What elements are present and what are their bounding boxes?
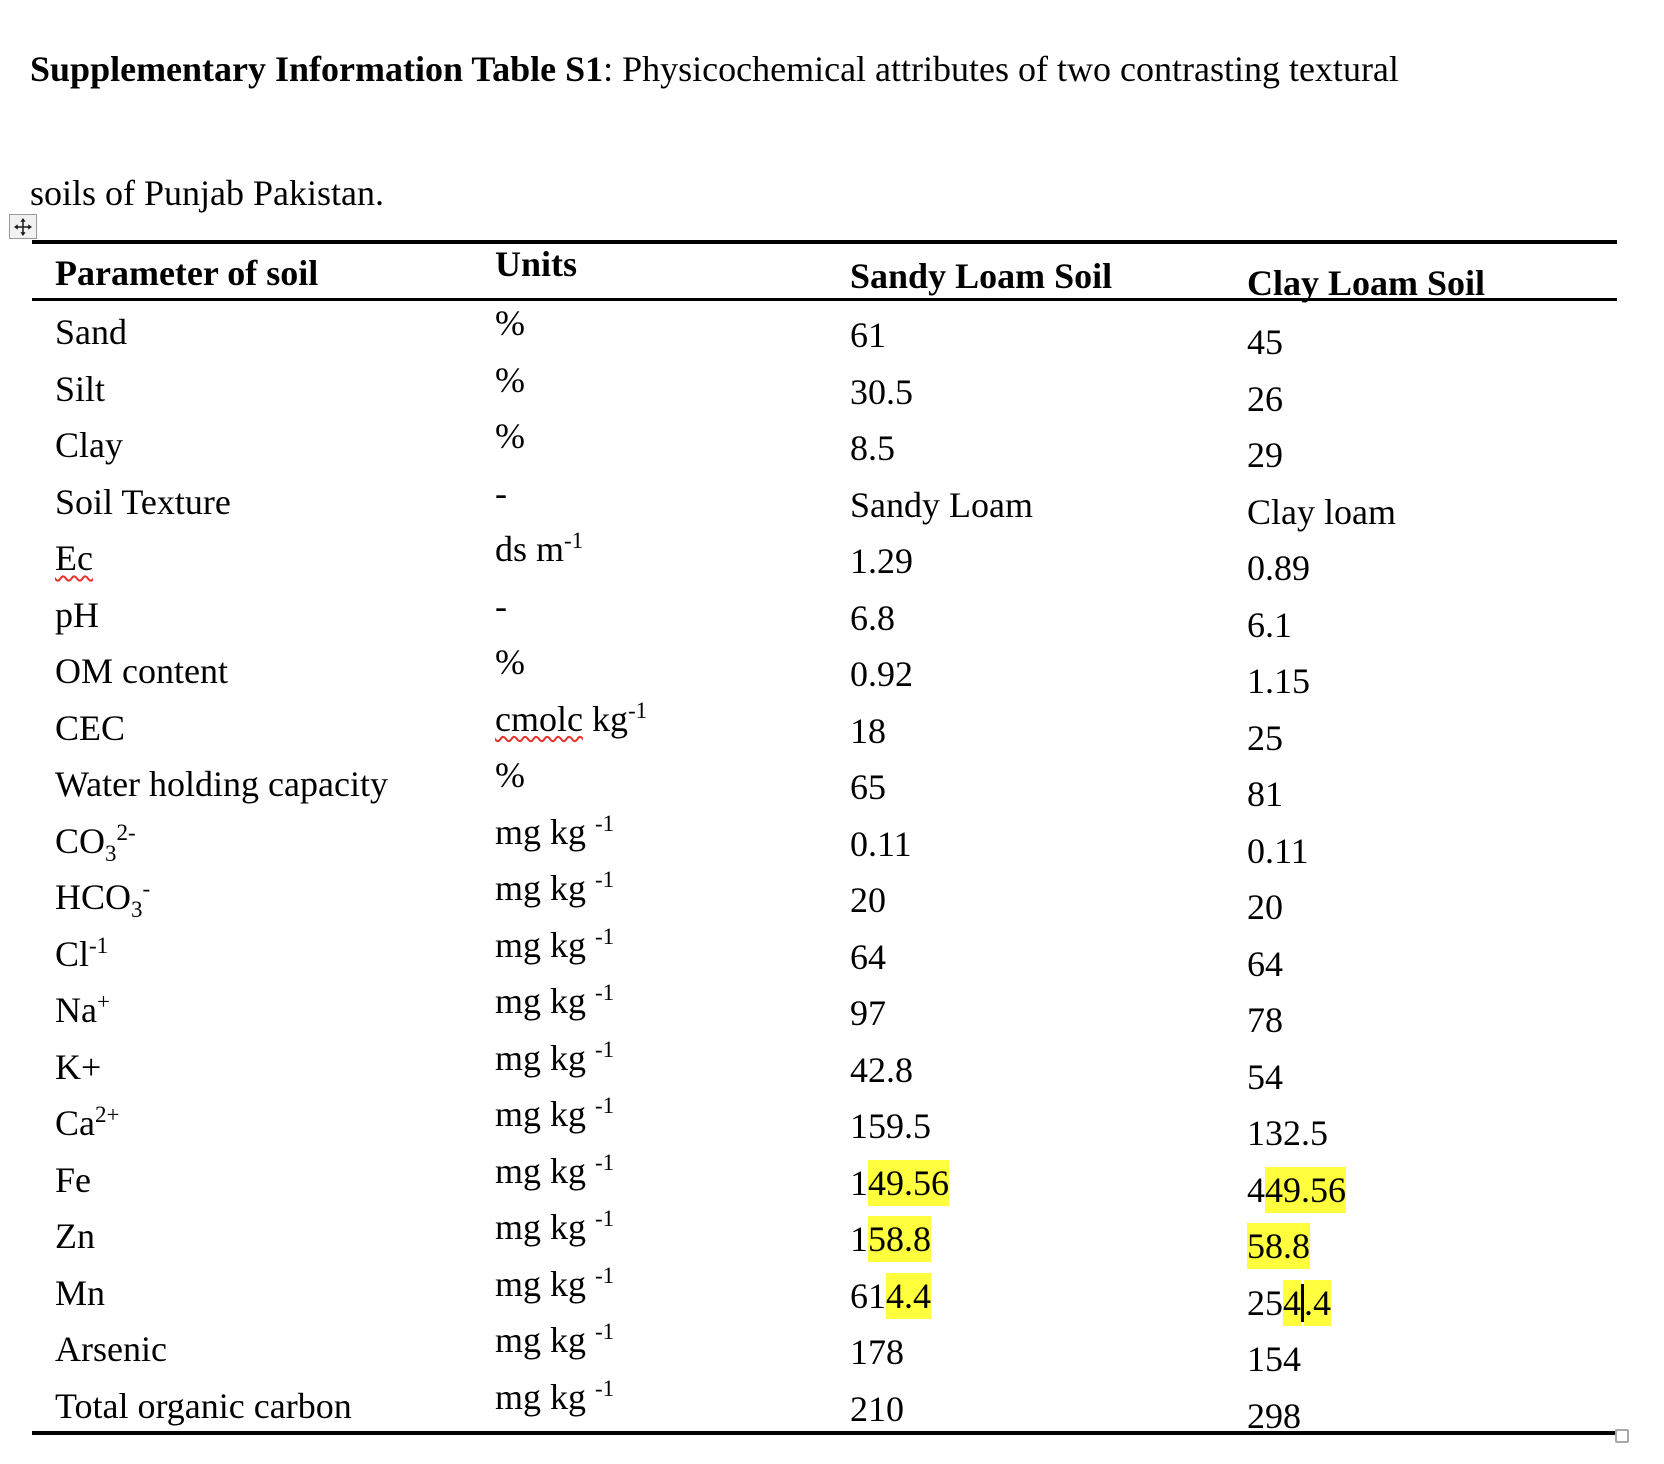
text-segment: 30.5: [850, 371, 913, 412]
text-segment: Arsenic: [55, 1329, 167, 1369]
text-segment: -1: [595, 923, 615, 949]
text-segment: %: [495, 642, 525, 682]
text-segment: 25: [1247, 717, 1283, 758]
text-segment: 49.56: [868, 1160, 949, 1206]
table-cell-parameter: [32, 708, 472, 754]
table-move-handle[interactable]: [9, 214, 37, 239]
text-segment: mg kg: [495, 924, 596, 965]
table-cell-parameter: [32, 312, 472, 358]
title-regular-segment: : Physicochemical attributes of two contrasting textural: [603, 49, 1399, 89]
table-cell-clay-loam: [1224, 1113, 1617, 1159]
text-segment: HCO: [55, 877, 132, 917]
text-segment: 64: [850, 936, 886, 977]
table-cell-clay-loam: [1224, 1057, 1617, 1103]
text-segment: CO: [55, 820, 106, 861]
table-cell-units: [472, 416, 827, 462]
text-segment: -: [495, 472, 507, 513]
text-segment: -1: [595, 1319, 615, 1344]
text-segment: mg kg: [495, 1207, 596, 1247]
table-cell-parameter: [32, 1329, 472, 1375]
table-cell-clay-loam: [1224, 944, 1617, 990]
text-segment: %: [495, 303, 525, 343]
text-segment: ds m: [495, 529, 565, 569]
table-cell-parameter: [32, 1160, 472, 1206]
text-segment: -: [142, 876, 151, 901]
text-segment: Cl: [55, 933, 90, 974]
table-cell-clay-loam: [1224, 435, 1617, 481]
text-segment: cmolc: [495, 698, 583, 739]
text-segment: 0.92: [850, 654, 913, 694]
text-segment: mg kg: [495, 868, 596, 908]
text-segment: 45: [1247, 322, 1283, 362]
table-cell-units: [472, 699, 827, 745]
table-cell-clay-loam: [1224, 1170, 1617, 1216]
text-segment: 210: [850, 1388, 904, 1429]
text-segment: 1: [850, 1162, 868, 1203]
text-segment: -1: [595, 980, 615, 1005]
table-header-row: [32, 244, 1617, 301]
text-segment: Na: [55, 990, 97, 1030]
text-segment: Soil Texture: [55, 481, 231, 522]
text-segment: 18: [850, 710, 886, 751]
table-cell-parameter: [32, 651, 472, 697]
table-cell-units: [472, 925, 827, 971]
text-segment: Fe: [55, 1159, 91, 1200]
table-cell-sandy-loam: [827, 541, 1224, 587]
table-cell-sandy-loam: [827, 485, 1224, 531]
table-cell-units: [472, 755, 827, 801]
text-segment: 1: [850, 1219, 868, 1259]
table-cell-clay-loam: [1224, 492, 1617, 538]
table-cell-parameter: [32, 990, 472, 1036]
table-cell-parameter: [32, 821, 472, 867]
table-cell-clay-loam: [1224, 379, 1617, 425]
text-segment: 4.4: [886, 1273, 931, 1319]
soil-attributes-table: [32, 240, 1617, 1435]
text-segment: Clay loam: [1247, 491, 1396, 532]
text-segment: 20: [1247, 887, 1283, 927]
text-segment: 4: [1247, 1169, 1265, 1210]
text-segment: mg kg: [495, 1263, 596, 1304]
table-cell-units: [472, 981, 827, 1027]
text-segment: 6.1: [1247, 604, 1292, 645]
table-cell-clay-loam: [1224, 887, 1617, 933]
text-segment: -1: [595, 867, 615, 892]
table-cell-units: [472, 529, 827, 575]
table-cell-units: [472, 1207, 827, 1253]
table-cell-parameter: [32, 538, 472, 584]
text-segment: mg kg: [495, 1320, 596, 1360]
table-cell-clay-loam: [1224, 605, 1617, 651]
text-segment: 1.29: [850, 541, 913, 581]
table-cell-parameter: [32, 764, 472, 810]
title-bold-segment: Supplementary Information Table S1: [30, 49, 604, 89]
table-cell-clay-loam: [1224, 1226, 1617, 1272]
text-segment: Sand: [55, 312, 127, 352]
table-cell-clay-loam: [1224, 1339, 1617, 1385]
text-segment: 3: [131, 897, 143, 922]
table-cell-sandy-loam: [827, 937, 1224, 983]
table-cell-units: [472, 303, 827, 349]
text-segment: 178: [850, 1332, 904, 1372]
text-segment: -1: [595, 1206, 615, 1231]
text-segment: -1: [595, 1262, 615, 1288]
text-segment: %: [495, 359, 525, 400]
text-segment: -1: [595, 810, 615, 836]
table-cell-sandy-loam: [827, 1276, 1224, 1322]
table-cell-clay-loam: [1224, 1000, 1617, 1046]
text-segment: 42.8: [850, 1049, 913, 1090]
table-cell-sandy-loam: [827, 1106, 1224, 1152]
table-cell-sandy-loam: [827, 428, 1224, 474]
text-segment: 54: [1247, 1056, 1283, 1097]
table-cell-sandy-loam: [827, 1050, 1224, 1096]
table-cell-units: [472, 360, 827, 406]
table-cell-units: [472, 1038, 827, 1084]
text-segment: mg kg: [495, 1376, 596, 1417]
text-segment: -1: [595, 1375, 615, 1401]
text-segment: %: [495, 755, 525, 795]
document-title-line-2: soils of Punjab Pakistan.: [30, 173, 385, 213]
text-segment: mg kg: [495, 981, 596, 1021]
text-segment: 154: [1247, 1339, 1301, 1379]
text-segment: mg kg: [495, 1037, 596, 1078]
table-cell-units: [472, 1264, 827, 1310]
text-segment: 97: [850, 993, 886, 1033]
table-cell-parameter: [32, 482, 472, 528]
text-segment: 1.15: [1247, 661, 1310, 701]
table-cell-clay-loam: [1224, 774, 1617, 820]
text-segment: Total organic carbon: [55, 1385, 352, 1426]
table-cell-sandy-loam: [827, 711, 1224, 757]
table-cell-parameter: [32, 1273, 472, 1319]
text-segment: Mn: [55, 1272, 106, 1313]
table-cell-parameter: [32, 877, 472, 923]
table-cell-units: [472, 1151, 827, 1197]
text-segment: -1: [89, 932, 109, 958]
table-cell-sandy-loam: [827, 598, 1224, 644]
text-segment: mg kg: [495, 1150, 596, 1191]
table-cell-units: [472, 642, 827, 688]
text-segment: 0.11: [1247, 830, 1309, 871]
text-segment: .4: [1304, 1280, 1331, 1326]
text-segment: mg kg: [495, 811, 596, 852]
table-cell-sandy-loam: [827, 824, 1224, 870]
text-segment: -: [495, 585, 507, 626]
text-segment: 29: [1247, 435, 1283, 475]
table-cell-units: [472, 1377, 827, 1423]
column-header-clay-loam: Clay Loam Soil: [1247, 263, 1486, 303]
table-cell-parameter: [32, 369, 472, 415]
text-segment: 4: [1283, 1280, 1301, 1326]
table-cell-clay-loam: [1224, 322, 1617, 368]
table-cell-units: [472, 1094, 827, 1140]
text-segment: 58.8: [868, 1216, 931, 1262]
text-segment: 0.89: [1247, 548, 1310, 588]
text-segment: Sandy Loam: [850, 484, 1033, 525]
text-segment: 2+: [95, 1102, 120, 1127]
text-segment: OM content: [55, 651, 228, 691]
text-segment: 132.5: [1247, 1113, 1328, 1153]
table-cell-parameter: [32, 1216, 472, 1262]
text-segment: K+: [55, 1046, 102, 1087]
table-cell-parameter: [32, 1103, 472, 1149]
text-segment: 298: [1247, 1395, 1301, 1436]
table-cell-sandy-loam: [827, 1389, 1224, 1435]
table-cell-clay-loam: [1224, 661, 1617, 707]
table-cell-sandy-loam: [827, 315, 1224, 361]
text-segment: 64: [1247, 943, 1283, 984]
text-segment: Silt: [55, 368, 106, 409]
column-header-units: Units: [495, 244, 578, 284]
table-cell-sandy-loam: [827, 993, 1224, 1039]
text-segment: 2-: [116, 819, 136, 845]
table-resize-handle[interactable]: [1615, 1429, 1629, 1443]
text-segment: -1: [564, 528, 584, 553]
table-cell-parameter: [32, 934, 472, 980]
text-segment: 20: [850, 880, 886, 920]
table-cell-clay-loam: [1224, 831, 1617, 877]
text-segment: 61: [850, 1275, 886, 1316]
table-cell-parameter: [32, 595, 472, 641]
table-cell-sandy-loam: [827, 767, 1224, 813]
table-cell-units: [472, 1320, 827, 1366]
text-segment: 49.56: [1265, 1167, 1346, 1213]
text-segment: 58.8: [1247, 1223, 1310, 1269]
text-segment: 0.11: [850, 823, 912, 864]
table-row: [32, 301, 1617, 362]
text-segment: 65: [850, 767, 886, 807]
text-segment: kg: [582, 698, 628, 739]
table-cell-sandy-loam: [827, 1219, 1224, 1265]
table-cell-clay-loam: [1224, 1283, 1617, 1329]
text-segment: %: [495, 416, 525, 456]
table-cell-clay-loam: [1224, 1396, 1617, 1442]
table-cell-sandy-loam: [827, 880, 1224, 926]
table-cell-sandy-loam: [827, 654, 1224, 700]
column-header-parameter: Parameter of soil: [55, 253, 319, 293]
table-cell-units: [472, 586, 827, 632]
table-body: [32, 301, 1617, 1436]
column-header-sandy-loam: Sandy Loam Soil: [850, 256, 1113, 296]
table-cell-sandy-loam: [827, 372, 1224, 418]
table-cell-sandy-loam: [827, 1332, 1224, 1378]
table-cell-parameter: [32, 1047, 472, 1093]
text-segment: -1: [595, 1093, 615, 1118]
table-cell-parameter: [32, 425, 472, 471]
text-segment: 81: [1247, 774, 1283, 814]
text-segment: -1: [595, 1149, 615, 1175]
four-direction-move-icon: [14, 218, 32, 236]
text-segment: 8.5: [850, 428, 895, 468]
text-segment: 6.8: [850, 597, 895, 638]
text-segment: Ec: [55, 538, 93, 578]
text-segment: +: [96, 989, 110, 1014]
text-segment: 61: [850, 315, 886, 355]
table-cell-units: [472, 473, 827, 519]
text-segment: 3: [105, 840, 117, 866]
table-cell-sandy-loam: [827, 1163, 1224, 1209]
text-segment: pH: [55, 594, 99, 635]
table-cell-parameter: [32, 1386, 472, 1432]
text-segment: Water holding capacity: [55, 764, 388, 804]
text-segment: 26: [1247, 378, 1283, 419]
text-segment: mg kg: [495, 1094, 596, 1134]
text-segment: Ca: [55, 1103, 95, 1143]
document-title-line-1: [30, 48, 1399, 90]
text-segment: Clay: [55, 425, 123, 465]
text-segment: -1: [595, 1036, 615, 1062]
table-cell-clay-loam: [1224, 548, 1617, 594]
text-segment: CEC: [55, 707, 126, 748]
table-cell-units: [472, 812, 827, 858]
table-cell-units: [472, 868, 827, 914]
text-segment: 78: [1247, 1000, 1283, 1040]
text-segment: 159.5: [850, 1106, 931, 1146]
text-segment: Zn: [55, 1216, 95, 1256]
table-cell-clay-loam: [1224, 718, 1617, 764]
text-segment: 25: [1247, 1282, 1283, 1323]
text-segment: -1: [627, 697, 648, 723]
